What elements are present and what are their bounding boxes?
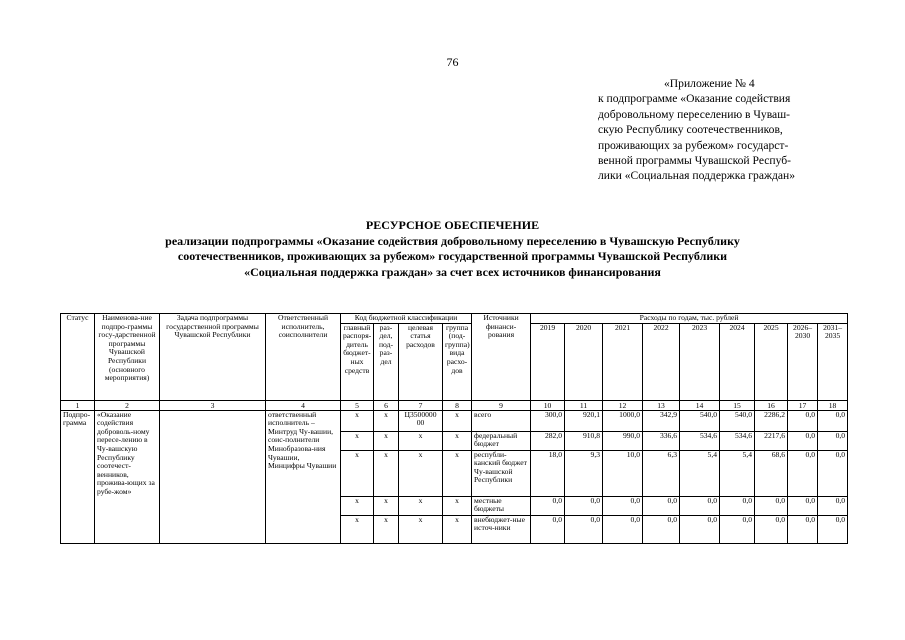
column-number: 14	[680, 400, 720, 410]
value-cell: 0,0	[531, 496, 565, 515]
value-cell: 68,6	[755, 450, 788, 496]
value-cell: 0,0	[788, 410, 818, 431]
value-cell: 0,0	[680, 496, 720, 515]
target-item-cell: x	[399, 515, 443, 543]
source-cell: местные бюджеты	[472, 496, 531, 515]
header-source: Источники финанси-рования	[472, 314, 531, 401]
header-section: раз-дел, под-раз-дел	[374, 323, 399, 400]
title-line: соотечественников, проживающих за рубежом» государственной программы Чувашской Республики	[177, 249, 728, 264]
value-cell: 0,0	[818, 431, 848, 450]
column-number: 1	[61, 400, 95, 410]
column-number: 2	[95, 400, 160, 410]
group-cell: x	[443, 410, 472, 431]
value-cell: 0,0	[531, 515, 565, 543]
target-item-cell: x	[399, 496, 443, 515]
main-manager-cell: x	[341, 515, 374, 543]
value-cell: 540,0	[720, 410, 755, 431]
header-target-item: целевая статья расходов	[399, 323, 443, 400]
header-year: 2023	[680, 323, 720, 400]
value-cell: 6,3	[643, 450, 680, 496]
group-cell: x	[443, 515, 472, 543]
value-cell: 0,0	[818, 515, 848, 543]
resource-table	[60, 313, 848, 544]
value-cell: 300,0	[531, 410, 565, 431]
value-cell: 0,0	[755, 496, 788, 515]
header-year: 2020	[565, 323, 603, 400]
value-cell: 534,6	[720, 431, 755, 450]
column-number: 8	[443, 400, 472, 410]
main-manager-cell: x	[341, 410, 374, 431]
header-year: 2021	[603, 323, 643, 400]
executor-cell: ответственный исполнитель – Минтруд Чу-вашии, соис-полнители Минобразова-ния Чувашии, Минцифры Чувашии	[266, 410, 341, 543]
value-cell: 0,0	[603, 496, 643, 515]
value-cell: 0,0	[565, 496, 603, 515]
main-manager-cell: x	[341, 431, 374, 450]
section-cell: x	[374, 450, 399, 496]
value-cell: 10,0	[603, 450, 643, 496]
header-year: 2019	[531, 323, 565, 400]
column-number: 3	[160, 400, 266, 410]
table-row	[61, 410, 848, 431]
value-cell: 0,0	[565, 515, 603, 543]
main-manager-cell: x	[341, 450, 374, 496]
section-cell: x	[374, 431, 399, 450]
target-item-cell: x	[399, 431, 443, 450]
header-name: Наименова-ние подпро-граммы госу-дарственной программы Чувашской Республики (основного мероприятия)	[95, 314, 160, 401]
column-number: 17	[788, 400, 818, 410]
value-cell: 0,0	[603, 515, 643, 543]
section-cell: x	[374, 515, 399, 543]
header-year: 2025	[755, 323, 788, 400]
header-executor: Ответственный исполнитель, соисполнители	[266, 314, 341, 401]
appendix-line: к подпрограмме «Оказание содействия	[598, 92, 791, 106]
title-line: «Социальная поддержка граждан» за счет всех источников финансирования	[244, 264, 661, 279]
source-cell: федеральный бюджет	[472, 431, 531, 450]
task-cell	[160, 410, 266, 543]
appendix-line: скую Республику соотечественников,	[598, 123, 783, 137]
value-cell: 0,0	[788, 431, 818, 450]
target-item-cell: x	[399, 450, 443, 496]
header-budget-code: Код бюджетной классификации	[341, 314, 472, 324]
target-item-cell: Ц3500000 00	[399, 410, 443, 431]
value-cell: 0,0	[720, 496, 755, 515]
value-cell: 0,0	[643, 496, 680, 515]
source-cell: внебюджет-ные источ-ники	[472, 515, 531, 543]
value-cell: 0,0	[788, 496, 818, 515]
value-cell: 1000,0	[603, 410, 643, 431]
page-number: 76	[446, 55, 459, 69]
appendix-line: проживающих за рубежом» государст-	[598, 138, 789, 152]
value-cell: 534,6	[680, 431, 720, 450]
value-cell: 342,9	[643, 410, 680, 431]
column-number: 12	[603, 400, 643, 410]
subprogram-name-cell: «Оказание содействия доброволь-ному пересе-лению в Чу-вашскую Республику соотечест-венников, прожива-ющих за рубе-жом»	[95, 410, 160, 543]
appendix-line: венной программы Чувашской Респуб-	[598, 154, 792, 168]
value-cell: 2286,2	[755, 410, 788, 431]
column-number: 16	[755, 400, 788, 410]
main-manager-cell: x	[341, 496, 374, 515]
value-cell: 2217,6	[755, 431, 788, 450]
appendix-line: лики «Социальная поддержка граждан»	[598, 169, 796, 183]
value-cell: 0,0	[818, 496, 848, 515]
section-cell: x	[374, 410, 399, 431]
header-status: Статус	[61, 314, 95, 401]
column-number: 5	[341, 400, 374, 410]
header-year: 2031–2035	[818, 323, 848, 400]
appendix-line: «Приложение № 4	[664, 77, 755, 90]
title-line: реализации подпрограммы «Оказание содействия добровольному переселению в Чувашскую Республику	[165, 233, 740, 248]
header-main-manager: главный распоря-дитель бюджет-ных средств	[341, 323, 374, 400]
group-cell: x	[443, 450, 472, 496]
value-cell: 540,0	[680, 410, 720, 431]
value-cell: 0,0	[788, 515, 818, 543]
value-cell: 0,0	[643, 515, 680, 543]
value-cell: 0,0	[818, 410, 848, 431]
header-year: 2024	[720, 323, 755, 400]
column-number: 4	[266, 400, 341, 410]
header-year: 2022	[643, 323, 680, 400]
section-cell: x	[374, 496, 399, 515]
value-cell: 910,8	[565, 431, 603, 450]
header-expenses: Расходы по годам, тыс. рублей	[531, 314, 848, 324]
title-line: РЕСУРСНОЕ ОБЕСПЕЧЕНИЕ	[365, 218, 540, 232]
column-number: 18	[818, 400, 848, 410]
value-cell: 0,0	[680, 515, 720, 543]
value-cell: 0,0	[755, 515, 788, 543]
value-cell: 336,6	[643, 431, 680, 450]
source-cell: республи-канский бюджет Чу-вашской Республики	[472, 450, 531, 496]
source-cell: всего	[472, 410, 531, 431]
value-cell: 5,4	[680, 450, 720, 496]
appendix-caption	[598, 76, 840, 184]
header-group: группа (под-группа) вида расхо-дов	[443, 323, 472, 400]
appendix-line: добровольному переселению в Чуваш-	[598, 107, 790, 121]
column-number-row	[61, 400, 848, 410]
column-number: 6	[374, 400, 399, 410]
column-number: 7	[399, 400, 443, 410]
column-number: 15	[720, 400, 755, 410]
group-cell: x	[443, 431, 472, 450]
column-number: 13	[643, 400, 680, 410]
value-cell: 990,0	[603, 431, 643, 450]
column-number: 10	[531, 400, 565, 410]
value-cell: 9,3	[565, 450, 603, 496]
column-number: 11	[565, 400, 603, 410]
header-year: 2026–2030	[788, 323, 818, 400]
value-cell: 5,4	[720, 450, 755, 496]
value-cell: 18,0	[531, 450, 565, 496]
group-cell: x	[443, 496, 472, 515]
header-row	[61, 314, 848, 324]
value-cell: 282,0	[531, 431, 565, 450]
value-cell: 920,1	[565, 410, 603, 431]
column-number: 9	[472, 400, 531, 410]
status-cell: Подпро-грамма	[61, 410, 95, 543]
value-cell: 0,0	[788, 450, 818, 496]
value-cell: 0,0	[720, 515, 755, 543]
value-cell: 0,0	[818, 450, 848, 496]
header-task: Задача подпрограммы государственной программы Чувашской Республики	[160, 314, 266, 401]
document-title	[0, 218, 905, 280]
